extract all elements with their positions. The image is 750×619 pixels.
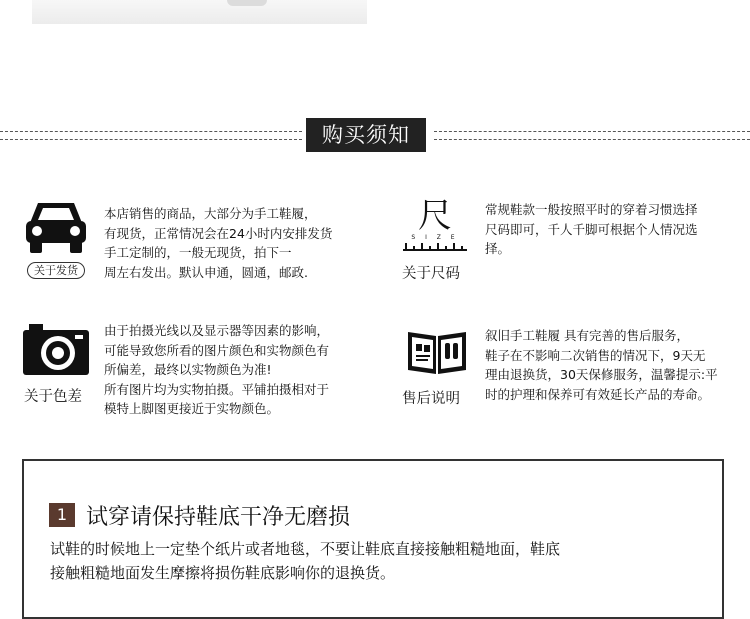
shipping-text: 本店销售的商品，大部分为手工鞋履， 有现货，正常情况会在24小时内安排发货 手工定制的，一般无现货，拍下一 周左右发出。默认申通，圆通，邮政. — [104, 206, 333, 280]
size-glyph: 尺 — [418, 196, 452, 236]
color-caption: 关于色差 — [24, 389, 82, 405]
image-fragment — [227, 0, 267, 6]
size-caption: 关于尺码 — [402, 266, 460, 282]
color-text: 由于拍摄光线以及显示器等因素的影响， 可能导致您所看的图片颜色和实物颜色有 所偏差，最终以实物颜色为准! 所有图片均为实物拍摄。平铺拍摄相对于 模特上脚图更接近于实物颜色。 — [104, 323, 330, 416]
notice-body: 试鞋的时候地上一定垫个纸片或者地毯，不要让鞋底直接接触粗糙地面，鞋底 接触粗糙地面发生摩擦将损伤鞋底影响你的退换货。 — [50, 540, 561, 582]
shipping-caption: 关于发货 — [27, 262, 85, 279]
divider-left — [0, 131, 302, 140]
divider-right — [434, 131, 750, 140]
notice-number-badge: 1 — [49, 503, 75, 527]
aftersale-caption: 售后说明 — [402, 391, 460, 407]
size-sub-letters: S I Z E — [411, 234, 459, 241]
car-icon — [24, 199, 88, 261]
top-product-image-strip — [32, 0, 367, 24]
size-text: 常规鞋款一般按照平时的穿着习惯选择 尺码即可，千人千脚可根据个人情况选 择。 — [485, 202, 698, 256]
section-title: 购买须知 — [306, 118, 426, 152]
aftersale-text: 叙旧手工鞋履 具有完善的售后服务， 鞋子在不影响二次销售的情况下，9天无 理由退换货，30天保修服务，温馨提示:平 时的护理和保养可有效延长产品的寿命。 — [485, 328, 718, 402]
camera-icon — [21, 322, 91, 381]
size-ruler-icon — [403, 198, 467, 251]
manual-book-icon — [406, 328, 468, 382]
notice-title: 试穿请保持鞋底干净无磨损 — [86, 505, 351, 530]
